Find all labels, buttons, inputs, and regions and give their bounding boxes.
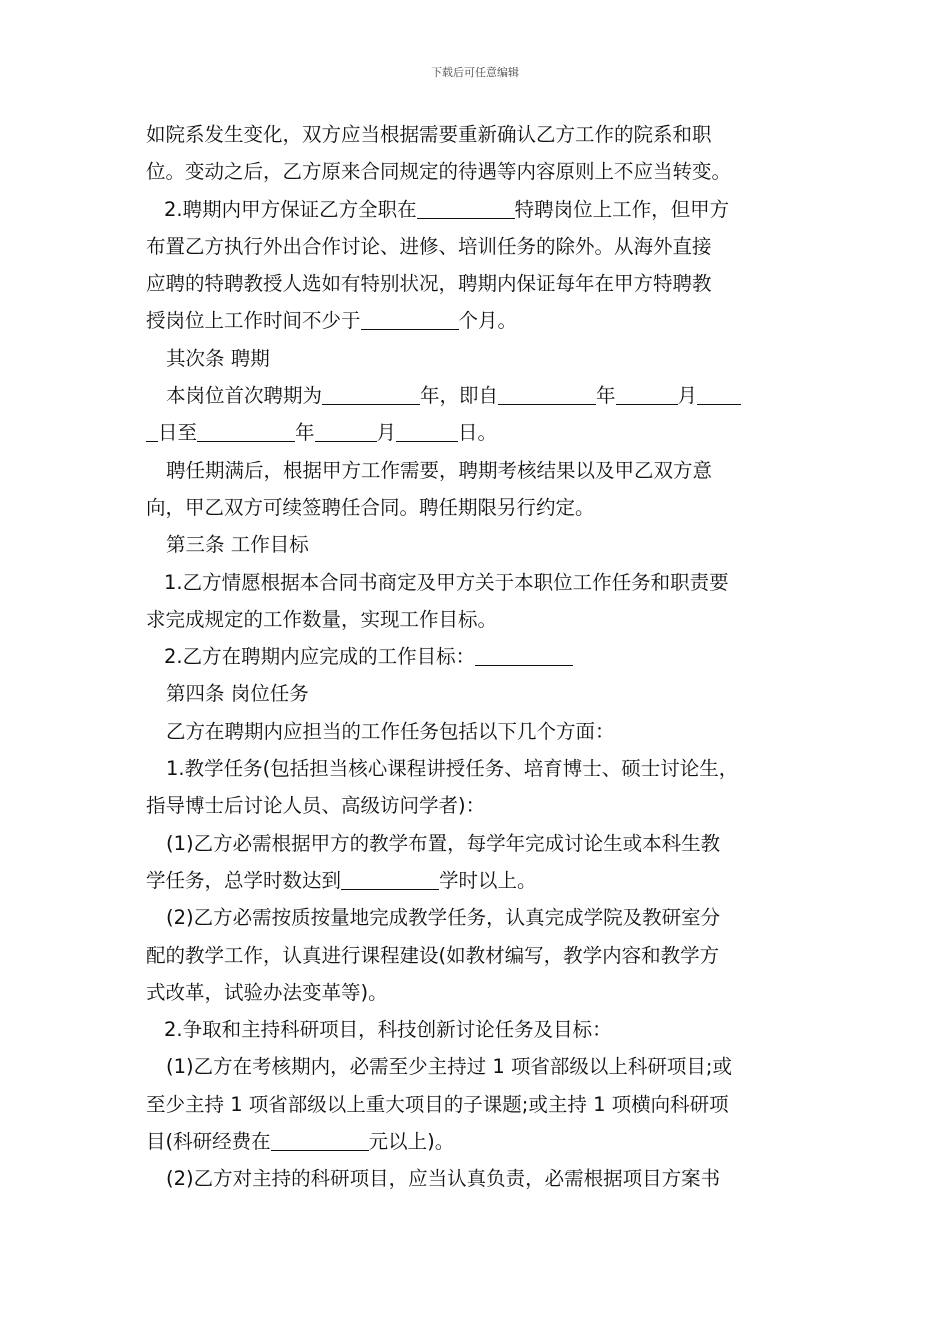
line-text: 月 — [376, 421, 397, 445]
paragraph-line — [146, 638, 810, 675]
paragraph-line: 应聘的特聘教授人选如有特别状况，聘期内保证每年在甲方特聘教 — [146, 272, 712, 296]
line-text: 日至 — [158, 421, 198, 445]
blank-field — [616, 382, 678, 405]
line-text: 个月。 — [458, 309, 518, 333]
blank-field — [271, 1128, 369, 1151]
paragraph-line: (1)乙方必需根据甲方的教学布置，每学年完成讨论生或本科生教 — [166, 831, 721, 855]
blank-field — [197, 419, 295, 442]
paragraph-line: 至少主持 1 项省部级以上重大项目的子课题;或主持 1 项横向科研项 — [146, 1092, 729, 1116]
paragraph-line: 求完成规定的工作数量，实现工作目标。 — [146, 607, 498, 631]
blank-field — [322, 382, 420, 405]
line-text: 本岗位首次聘期为 — [166, 384, 323, 408]
blank-field — [475, 643, 573, 666]
blank-field — [697, 382, 741, 405]
blank-field — [341, 867, 439, 890]
blank-field — [315, 419, 377, 442]
paragraph-line: 指导博士后讨论人员、高级访问学者)： — [146, 794, 486, 818]
paragraph-line — [146, 302, 810, 339]
line-text: 2.乙方在聘期内应完成的工作目标： — [164, 645, 476, 669]
paragraph-line: 1.教学任务(包括担当核心课程讲授任务、培育博士、硕士讨论生， — [166, 757, 739, 781]
paragraph-line: (2)乙方必需按质按量地完成教学任务，认真完成学院及教研室分 — [166, 906, 721, 930]
paragraph-line: 布置乙方执行外出合作讨论、进修、培训任务的除外。从海外直接 — [146, 234, 712, 258]
line-text: 授岗位上工作时间不少于 — [146, 309, 361, 333]
paragraph-line: 2.争取和主持科研项目，科技创新讨论任务及目标： — [164, 1018, 612, 1042]
paragraph-line: 向，甲乙双方可续签聘任合同。聘任期限另行约定。 — [146, 495, 595, 519]
line-text: 月 — [677, 384, 698, 408]
paragraph-line: 配的教学工作，认真进行课程建设(如教材编写，教学内容和教学方 — [146, 943, 720, 967]
line-text: 特聘岗位上工作，但甲方 — [514, 197, 730, 221]
line-text: 学时以上。 — [439, 868, 537, 892]
paragraph-line: 1.乙方情愿根据本合同书商定及甲方关于本职位工作任务和职责要 — [164, 570, 729, 594]
paragraph-line: 如院系发生变化，双方应当根据需要重新确认乙方工作的院系和职 — [146, 123, 712, 146]
document-body — [146, 116, 810, 1198]
paragraph-line — [146, 191, 810, 228]
line-text: 目(科研经费在 — [146, 1130, 271, 1154]
paragraph-line — [146, 414, 810, 451]
paragraph-line — [146, 1123, 810, 1160]
line-text: 2.聘期内甲方保证乙方全职在 — [164, 197, 417, 221]
section-heading: 其次条 聘期 — [166, 346, 270, 370]
section-heading: 第三条 工作目标 — [166, 533, 309, 557]
section-heading: 第四条 岗位任务 — [166, 682, 309, 706]
blank-field — [361, 307, 459, 330]
line-text: 元以上)。 — [368, 1130, 455, 1154]
line-text: 年 — [295, 421, 315, 445]
line-text: 年 — [596, 384, 616, 408]
paragraph-line — [146, 377, 810, 414]
line-text: 日。 — [458, 421, 498, 445]
paragraph-line: 式改革，试验办法变革等)。 — [146, 980, 388, 1004]
blank-field — [396, 419, 458, 442]
paragraph-line: (2)乙方对主持的科研项目，应当认真负责，必需根据项目方案书 — [166, 1167, 721, 1191]
blank-field — [417, 196, 515, 219]
paragraph-line — [146, 862, 810, 899]
paragraph-line: 乙方在聘期内应担当的工作任务包括以下几个方面： — [166, 719, 615, 743]
paragraph-line: 位。变动之后，乙方原来合同规定的待遇等内容原则上不应当转变。 — [146, 160, 732, 184]
paragraph-line: 聘任期满后，根据甲方工作需要，聘期考核结果以及甲乙双方意 — [166, 458, 713, 482]
blank-field — [498, 382, 596, 405]
blank-field — [146, 419, 158, 442]
page-header: 下载后可任意编辑 — [431, 66, 519, 79]
line-text: 年，即自 — [420, 384, 499, 408]
line-text: 学任务，总学时数达到 — [146, 868, 342, 892]
paragraph-line: (1)乙方在考核期内，必需至少主持过 1 项省部级以上科研项目;或 — [166, 1055, 732, 1079]
